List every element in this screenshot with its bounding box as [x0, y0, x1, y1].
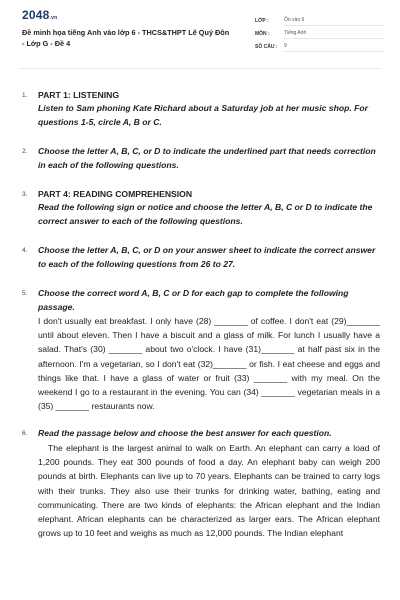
question-list [0, 89, 400, 540]
document-header [0, 0, 400, 58]
question-number: 6. [22, 430, 28, 438]
document-meta [255, 14, 385, 53]
meta-label: MÔN : [255, 30, 270, 37]
question-instruction: Choose the letter A, B, C, or D to indicate the underlined part that needs correction in each of the following questions. [38, 146, 376, 170]
part-heading: PART 4: READING COMPREHENSION [38, 189, 193, 199]
meta-label: LỚP : [255, 17, 269, 24]
question-instruction: Listen to Sam phoning Kate Richard about a Saturday job at her music shop. For questions 1-5, circle A, B or C. [38, 103, 368, 127]
question-4 [22, 244, 380, 271]
passage-text: I don't usually eat breakfast. I only have (28) _______ of coffee. I don't eat (29)_______ until about eleven. Then I have a biscuit and a glass of milk. For lunch I usually have a salad. That's (30) _______ about two o'clock. I have (31)_______ at half past six in the afternoon. I'm a vegetarian, so I don't eat (32)_______ or fish. I eat cheese and eggs and things like that. I have a glass of water or fruit (33) _______ with my meal. On the weekend I go to a restaurant in the evening. You can (34) _______ vegetarian meals in a (35) _______ restaurants now. [38, 316, 380, 412]
question-instruction: Read the following sign or notice and choose the letter A, B, C or D to indicate the correct answer to each of the following questions. [38, 202, 373, 226]
question-1 [22, 89, 380, 129]
question-number: 3. [22, 191, 28, 198]
part-heading: PART 1: LISTENING [38, 90, 120, 100]
passage-text: The elephant is the largest animal to walk on Earth. An elephant can carry a load of 1,200 pounds. They eat 300 pounds of food a day. An elephant baby can weigh 200 pounds at birth. Elephants can live up to 70 years. Elephants can be trained to carry logs with their trunks. They also use their trunks for drinking water, bathing, eating and communicating. There are two kinds of elephants: the African elephant and the Indian elephant. African elephants can be characterized as larger ears. The African elephant grows up to 10 feet and weighs as much as 12,000 pounds. The Indian elephant [38, 442, 380, 539]
question-3 [22, 188, 380, 228]
question-instruction: Read the passage below and choose the best answer for each question. [38, 428, 332, 439]
meta-value: 9 [284, 42, 385, 52]
meta-subject [255, 27, 385, 40]
meta-label: SỐ CÂU : [255, 43, 278, 50]
question-number: 2. [22, 148, 28, 155]
meta-value: Tiếng Anh [284, 29, 385, 39]
meta-class [255, 14, 385, 27]
question-2 [22, 145, 380, 172]
question-number: 1. [22, 92, 28, 99]
question-6 [22, 427, 380, 540]
meta-question-count [255, 40, 385, 53]
meta-value: Ôn vào 6 [284, 16, 385, 26]
header-divider [18, 68, 382, 69]
question-instruction: Choose the letter A, B, C, or D on your answer sheet to indicate the correct answer to each of the following questions from 26 to 27. [38, 245, 376, 269]
question-number: 5. [22, 290, 28, 297]
question-5 [22, 287, 380, 413]
site-logo[interactable]: 2048.vn [22, 8, 58, 22]
question-number: 4. [22, 247, 28, 254]
question-instruction: Choose the correct word A, B, C or D for each gap to complete the following passage. [38, 288, 349, 312]
document-title: Đề minh họa tiếng Anh vào lớp 6 - THCS&THPT Lê Quý Đôn - Lớp G - Đề 4 [22, 28, 230, 48]
